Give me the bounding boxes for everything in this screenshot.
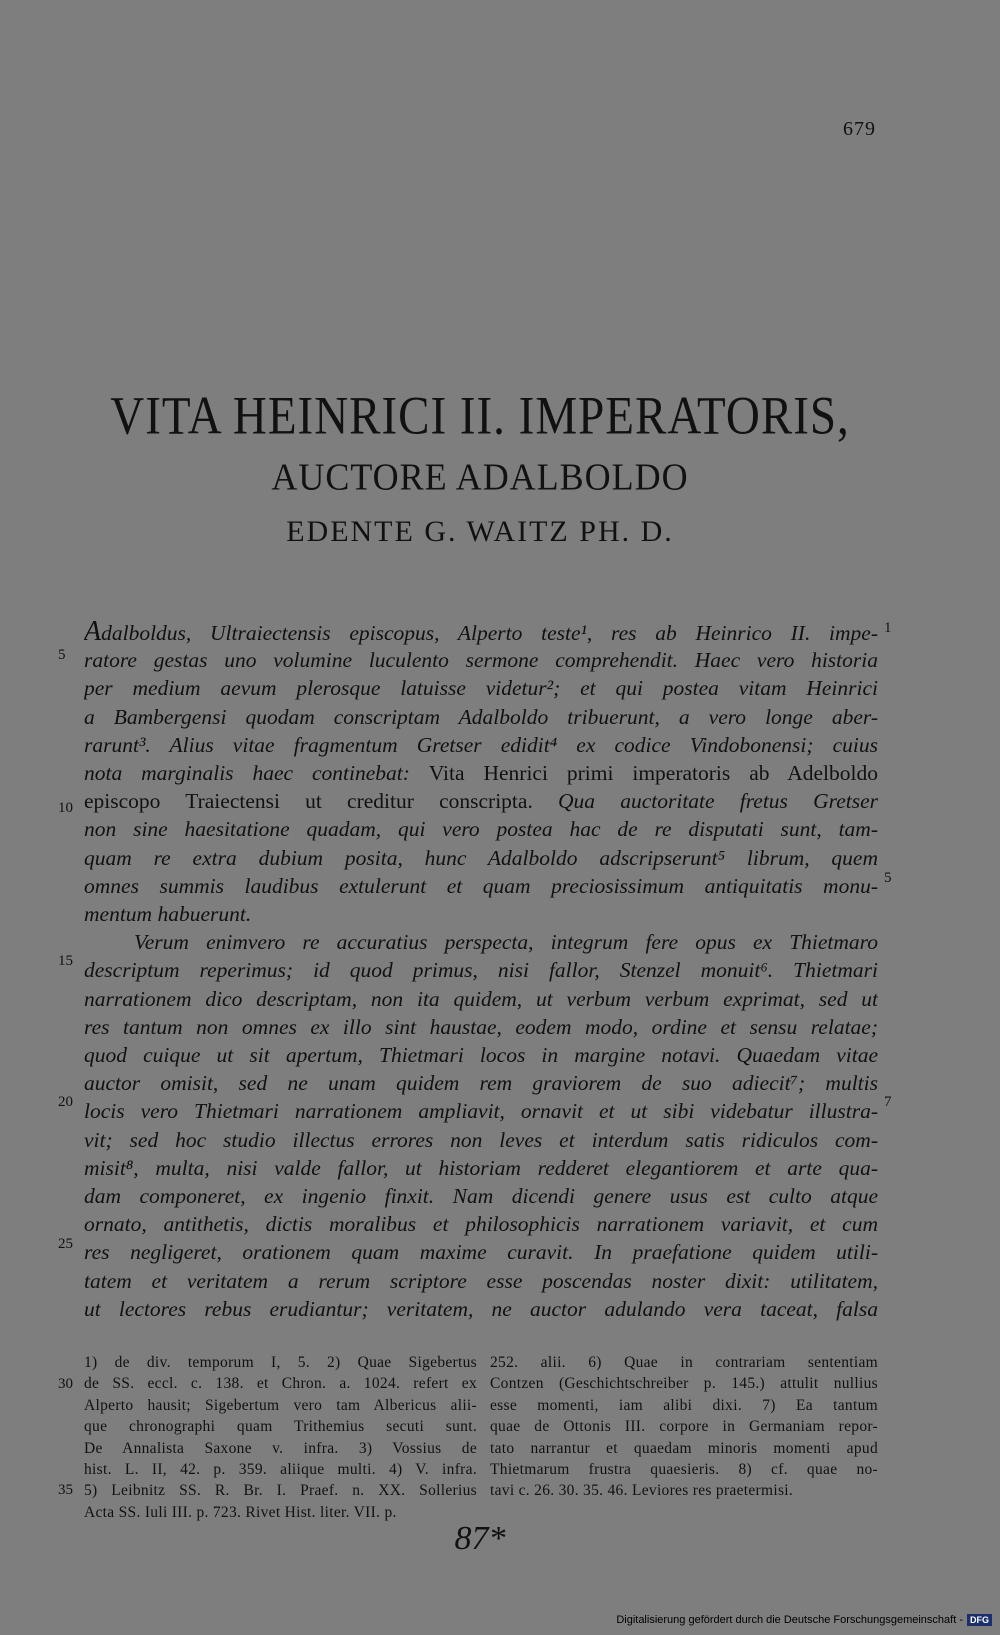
line-text: res negligeret, orationem quam maxime curavit. In praefatione quidem utili- (84, 1240, 878, 1265)
line-text: per medium aevum plerosque latuisse videtur²; et qui postea vitam Heinrici (84, 676, 878, 701)
text-line (84, 703, 878, 731)
text-line (84, 1210, 878, 1238)
text-line (84, 759, 878, 787)
text-line (84, 1097, 878, 1125)
footer-text: Digitalisierung gefördert durch die Deutsche Forschungsgemeinschaft - (616, 1614, 963, 1626)
title-main: VITA HEINRICI II. IMPERATORIS, (110, 386, 850, 446)
line-text: dalboldus, Ultraiectensis episcopus, Alperto teste¹, res ab Heinrico II. impe- (101, 621, 878, 645)
line-text: locis vero Thietmari narrationem ampliavit, ornavit et ut sibi videbatur illustra- (84, 1099, 878, 1124)
text-line (84, 787, 878, 815)
line-text: ut lectores rebus erudiantur; veritatem, ne auctor adulando vera taceat, falsa (84, 1296, 878, 1321)
footnote-line: Contzen (Geschichtschreiber p. 145.) attulit nullius (490, 1375, 878, 1393)
line-text: rarunt³. Alius vitae fragmentum Gretser edidit⁴ ex codice Vindobonensi; cuius (84, 732, 878, 757)
footnote-line: que chronographi quam Trithemius secuti sunt. (84, 1418, 477, 1436)
line-number: 30 (58, 1376, 73, 1392)
footnote-line: Thietmarum frustra quaesieris. 8) cf. quae no- (490, 1460, 878, 1478)
line-number: 7 (884, 1094, 892, 1110)
line-text: quam re extra dubium posita, hunc Adalboldo adscripserunt⁵ librum, quem (84, 845, 878, 870)
roman-text: Vita Henrici primi imperatoris ab Adelboldo (428, 761, 878, 785)
text-line (84, 618, 878, 646)
text-line (84, 928, 878, 956)
footnote-line: tavi c. 26. 30. 35. 46. Leviores res praetermisi. (490, 1482, 794, 1500)
line-number: 5 (884, 870, 892, 886)
footnote-line: 5) Leibnitz SS. R. Br. I. Praef. n. XX. Sollerius (84, 1482, 477, 1500)
footnote-line: quae de Ottonis III. corpore in Germaniam repor- (490, 1418, 878, 1436)
title-sub: AUCTORE ADALBOLDO (271, 456, 689, 499)
title-editor: EDENTE G. WAITZ PH. D. (286, 515, 674, 548)
line-text: nota marginalis haec continebat: (84, 761, 429, 785)
line-number: 1 (884, 620, 892, 636)
footnote-line: De Annalista Saxone v. infra. 3) Vossius de (84, 1439, 477, 1457)
text-line (84, 731, 878, 759)
footnote-line: hist. L. II, 42. p. 359. aliique multi. 4) V. infra. (84, 1460, 477, 1478)
line-text: Qua auctoritate fretus Gretser (532, 789, 878, 814)
text-line (84, 1154, 878, 1182)
text-line (84, 1182, 878, 1210)
line-number: 35 (58, 1482, 73, 1498)
text-line (84, 1069, 878, 1097)
line-text: vit; sed hoc studio illectus errores non leves et interdum satis ridiculos com- (84, 1127, 878, 1152)
line-number: 15 (58, 953, 73, 969)
line-text: res tantum non omnes ex illo sint haustae, eodem modo, ordine et sensu relatae; (84, 1014, 878, 1039)
line-text: misit⁸, multa, nisi valde fallor, ut historiam redderet elegantiorem et arte qua- (84, 1155, 878, 1180)
line-text: quod cuique ut sit apertum, Thietmari locos in margine notavi. Quaedam vitae (84, 1043, 878, 1067)
line-text: mentum habuerunt. (84, 902, 252, 926)
text-line (84, 646, 878, 674)
footnote-line: Acta SS. Iuli III. p. 723. Rivet Hist. liter. VII. p. (84, 1503, 397, 1521)
line-text: dam componeret, ex ingenio finxit. Nam dicendi genere usus est culto atque (84, 1184, 878, 1208)
text-line (84, 872, 878, 900)
text-line (84, 1013, 878, 1041)
line-text: narrationem dico descriptam, non ita quidem, ut verbum verbum exprimat, sed ut (84, 986, 878, 1011)
footnote-line: de SS. eccl. c. 138. et Chron. a. 1024. refert ex (84, 1375, 477, 1393)
footer-credit (616, 1614, 992, 1626)
line-number: 20 (58, 1094, 73, 1110)
text-line (84, 1126, 878, 1154)
footnote-line: Alperto hausit; Sigebertum vero tam Albericus alii- (84, 1396, 477, 1414)
footnote-line: esse momenti, iam alibi dixi. 7) Ea tantum (490, 1396, 878, 1414)
footnotes-left (84, 1352, 477, 1523)
line-text: a Bambergensi quodam conscriptam Adalboldo tribuerunt, a vero longe aber- (84, 704, 878, 729)
line-text: auctor omisit, sed ne unam quidem rem graviorem de suo adiecit⁷; multis (84, 1071, 878, 1096)
roman-text: episcopo Traiectensi ut creditur conscripta. (84, 789, 533, 814)
footnote-line: 1) de div. temporum I, 5. 2) Quae Sigebertus (84, 1354, 477, 1371)
line-text: omnes summis laudibus extulerunt et quam preciosissimum antiquitatis monu- (84, 873, 878, 898)
line-number: 5 (58, 647, 66, 663)
footnotes-right (490, 1352, 878, 1502)
text-line (84, 1238, 878, 1266)
text-line (84, 985, 878, 1013)
line-text: non sine haesitatione quadam, qui vero postea hac de re disputati sunt, tam- (84, 817, 878, 842)
line-text: ornato, antithetis, dictis moralibus et philosophicis narrationem variavit, et cum (84, 1212, 878, 1237)
line-text: descriptum reperimus; id quod primus, nisi fallor, Stenzel monuit⁶. Thietmari (84, 958, 878, 983)
line-text: tatem et veritatem a rerum scriptore esse poscendas noster dixit: utilitatem, (84, 1268, 878, 1293)
line-text: ratore gestas uno volumine luculento sermone comprehendit. Haec vero historia (84, 648, 878, 673)
signature-mark: 87* (454, 1520, 506, 1557)
footnote-line: 252. alii. 6) Quae in contrariam sententiam (490, 1354, 878, 1371)
text-line (84, 900, 878, 928)
text-line (84, 815, 878, 843)
drop-initial: A (84, 618, 102, 646)
line-number: 10 (58, 800, 73, 816)
text-line (84, 674, 878, 702)
dfg-logo: DFG (967, 1614, 992, 1626)
line-text: Verum enimvero re accuratius perspecta, integrum fere opus ex Thietmaro (134, 930, 878, 955)
footnote-line: tato narrantur et quaedam minoris momenti apud (490, 1439, 878, 1457)
text-line (84, 1267, 878, 1295)
text-line (84, 1041, 878, 1069)
text-line (84, 956, 878, 984)
text-line (84, 844, 878, 872)
page-number: 679 (843, 118, 876, 140)
line-number: 25 (58, 1236, 73, 1252)
text-line (84, 1295, 878, 1323)
